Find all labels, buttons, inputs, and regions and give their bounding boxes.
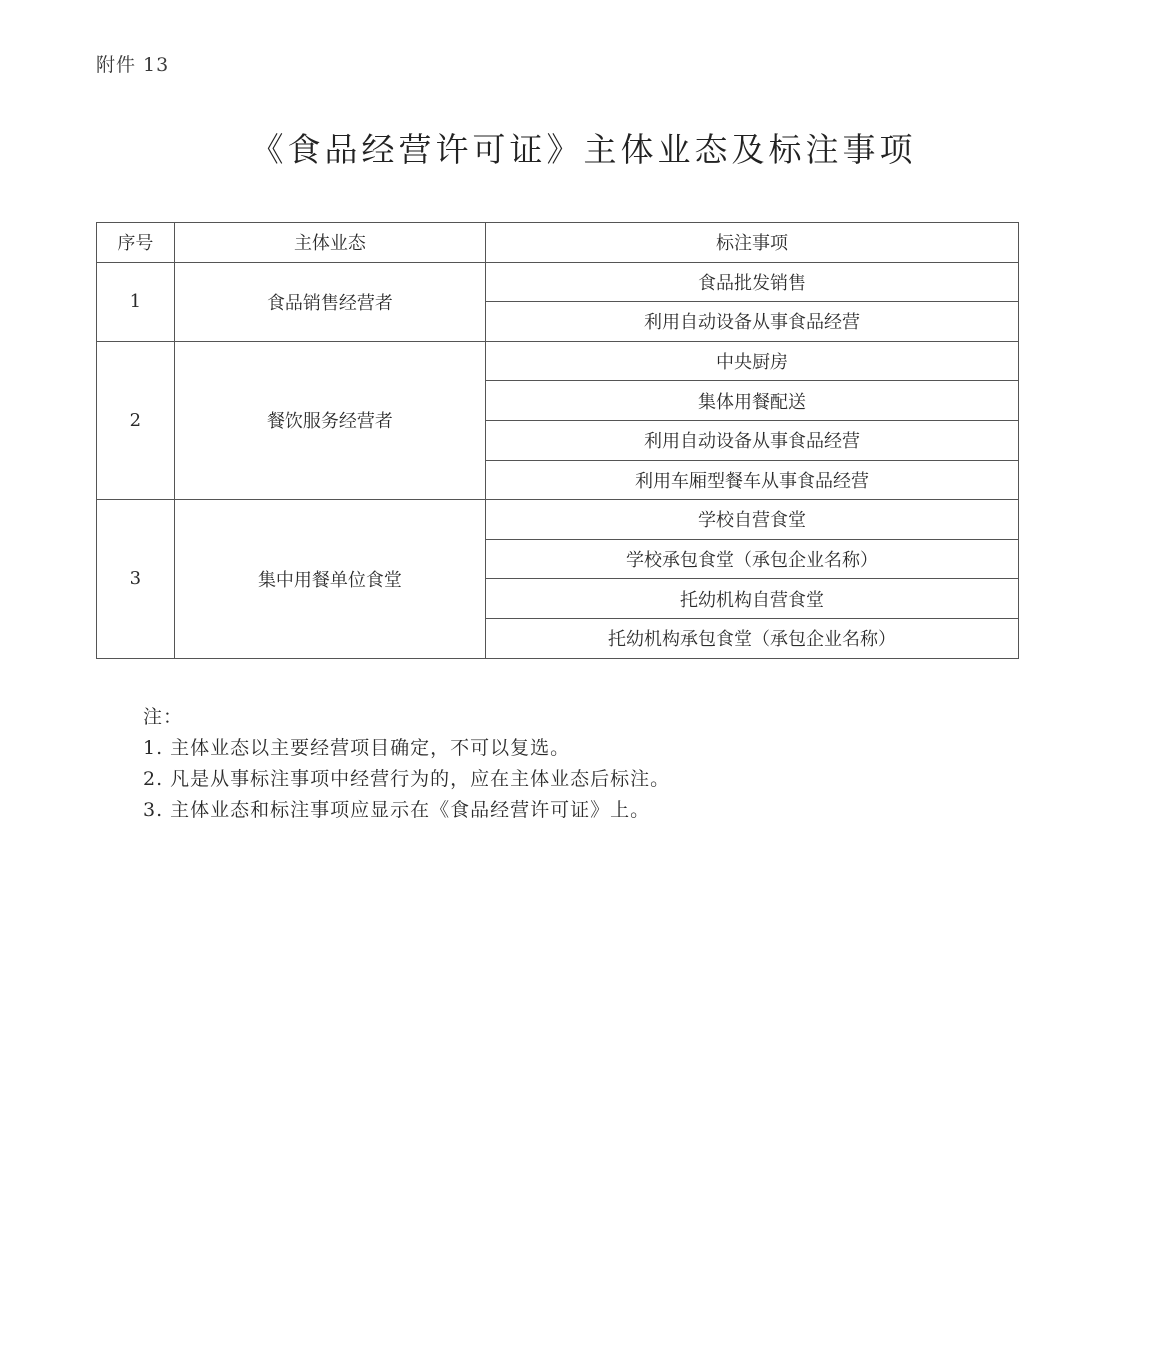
- attachment-label: 附件 13: [96, 54, 170, 76]
- row-mark: 中央厨房: [486, 341, 1019, 381]
- table-row: [97, 341, 1019, 381]
- notes-heading: 注：: [143, 706, 184, 728]
- note-item: 3. 主体业态和标注事项应显示在《食品经营许可证》上。: [143, 799, 651, 821]
- row-mark: 食品批发销售: [486, 262, 1019, 302]
- row-no: 3: [97, 500, 175, 658]
- table-header-row: [97, 223, 1019, 263]
- row-type: 餐饮服务经营者: [174, 341, 485, 499]
- row-type: 食品销售经营者: [174, 262, 485, 341]
- row-mark: 托幼机构自营食堂: [486, 579, 1019, 619]
- notes-section: [143, 702, 670, 826]
- row-mark: 学校自营食堂: [486, 500, 1019, 540]
- row-mark: 集体用餐配送: [486, 381, 1019, 421]
- row-mark: 利用自动设备从事食品经营: [486, 302, 1019, 342]
- row-type: 集中用餐单位食堂: [174, 500, 485, 658]
- table-row: [97, 262, 1019, 302]
- header-type: 主体业态: [174, 223, 485, 263]
- row-mark: 学校承包食堂（承包企业名称）: [486, 539, 1019, 579]
- note-item: 2. 凡是从事标注事项中经营行为的，应在主体业态后标注。: [143, 768, 671, 790]
- row-mark: 利用车厢型餐车从事食品经营: [486, 460, 1019, 500]
- row-mark: 利用自动设备从事食品经营: [486, 420, 1019, 460]
- row-mark: 托幼机构承包食堂（承包企业名称）: [486, 618, 1019, 658]
- note-item: 1. 主体业态以主要经营项目确定，不可以复选。: [143, 737, 571, 759]
- business-type-table: [96, 222, 1019, 659]
- header-no: 序号: [97, 223, 175, 263]
- row-no: 1: [97, 262, 175, 341]
- header-mark: 标注事项: [486, 223, 1019, 263]
- table-row: [97, 500, 1019, 540]
- row-no: 2: [97, 341, 175, 499]
- page-title: 《食品经营许可证》主体业态及标注事项: [250, 130, 917, 169]
